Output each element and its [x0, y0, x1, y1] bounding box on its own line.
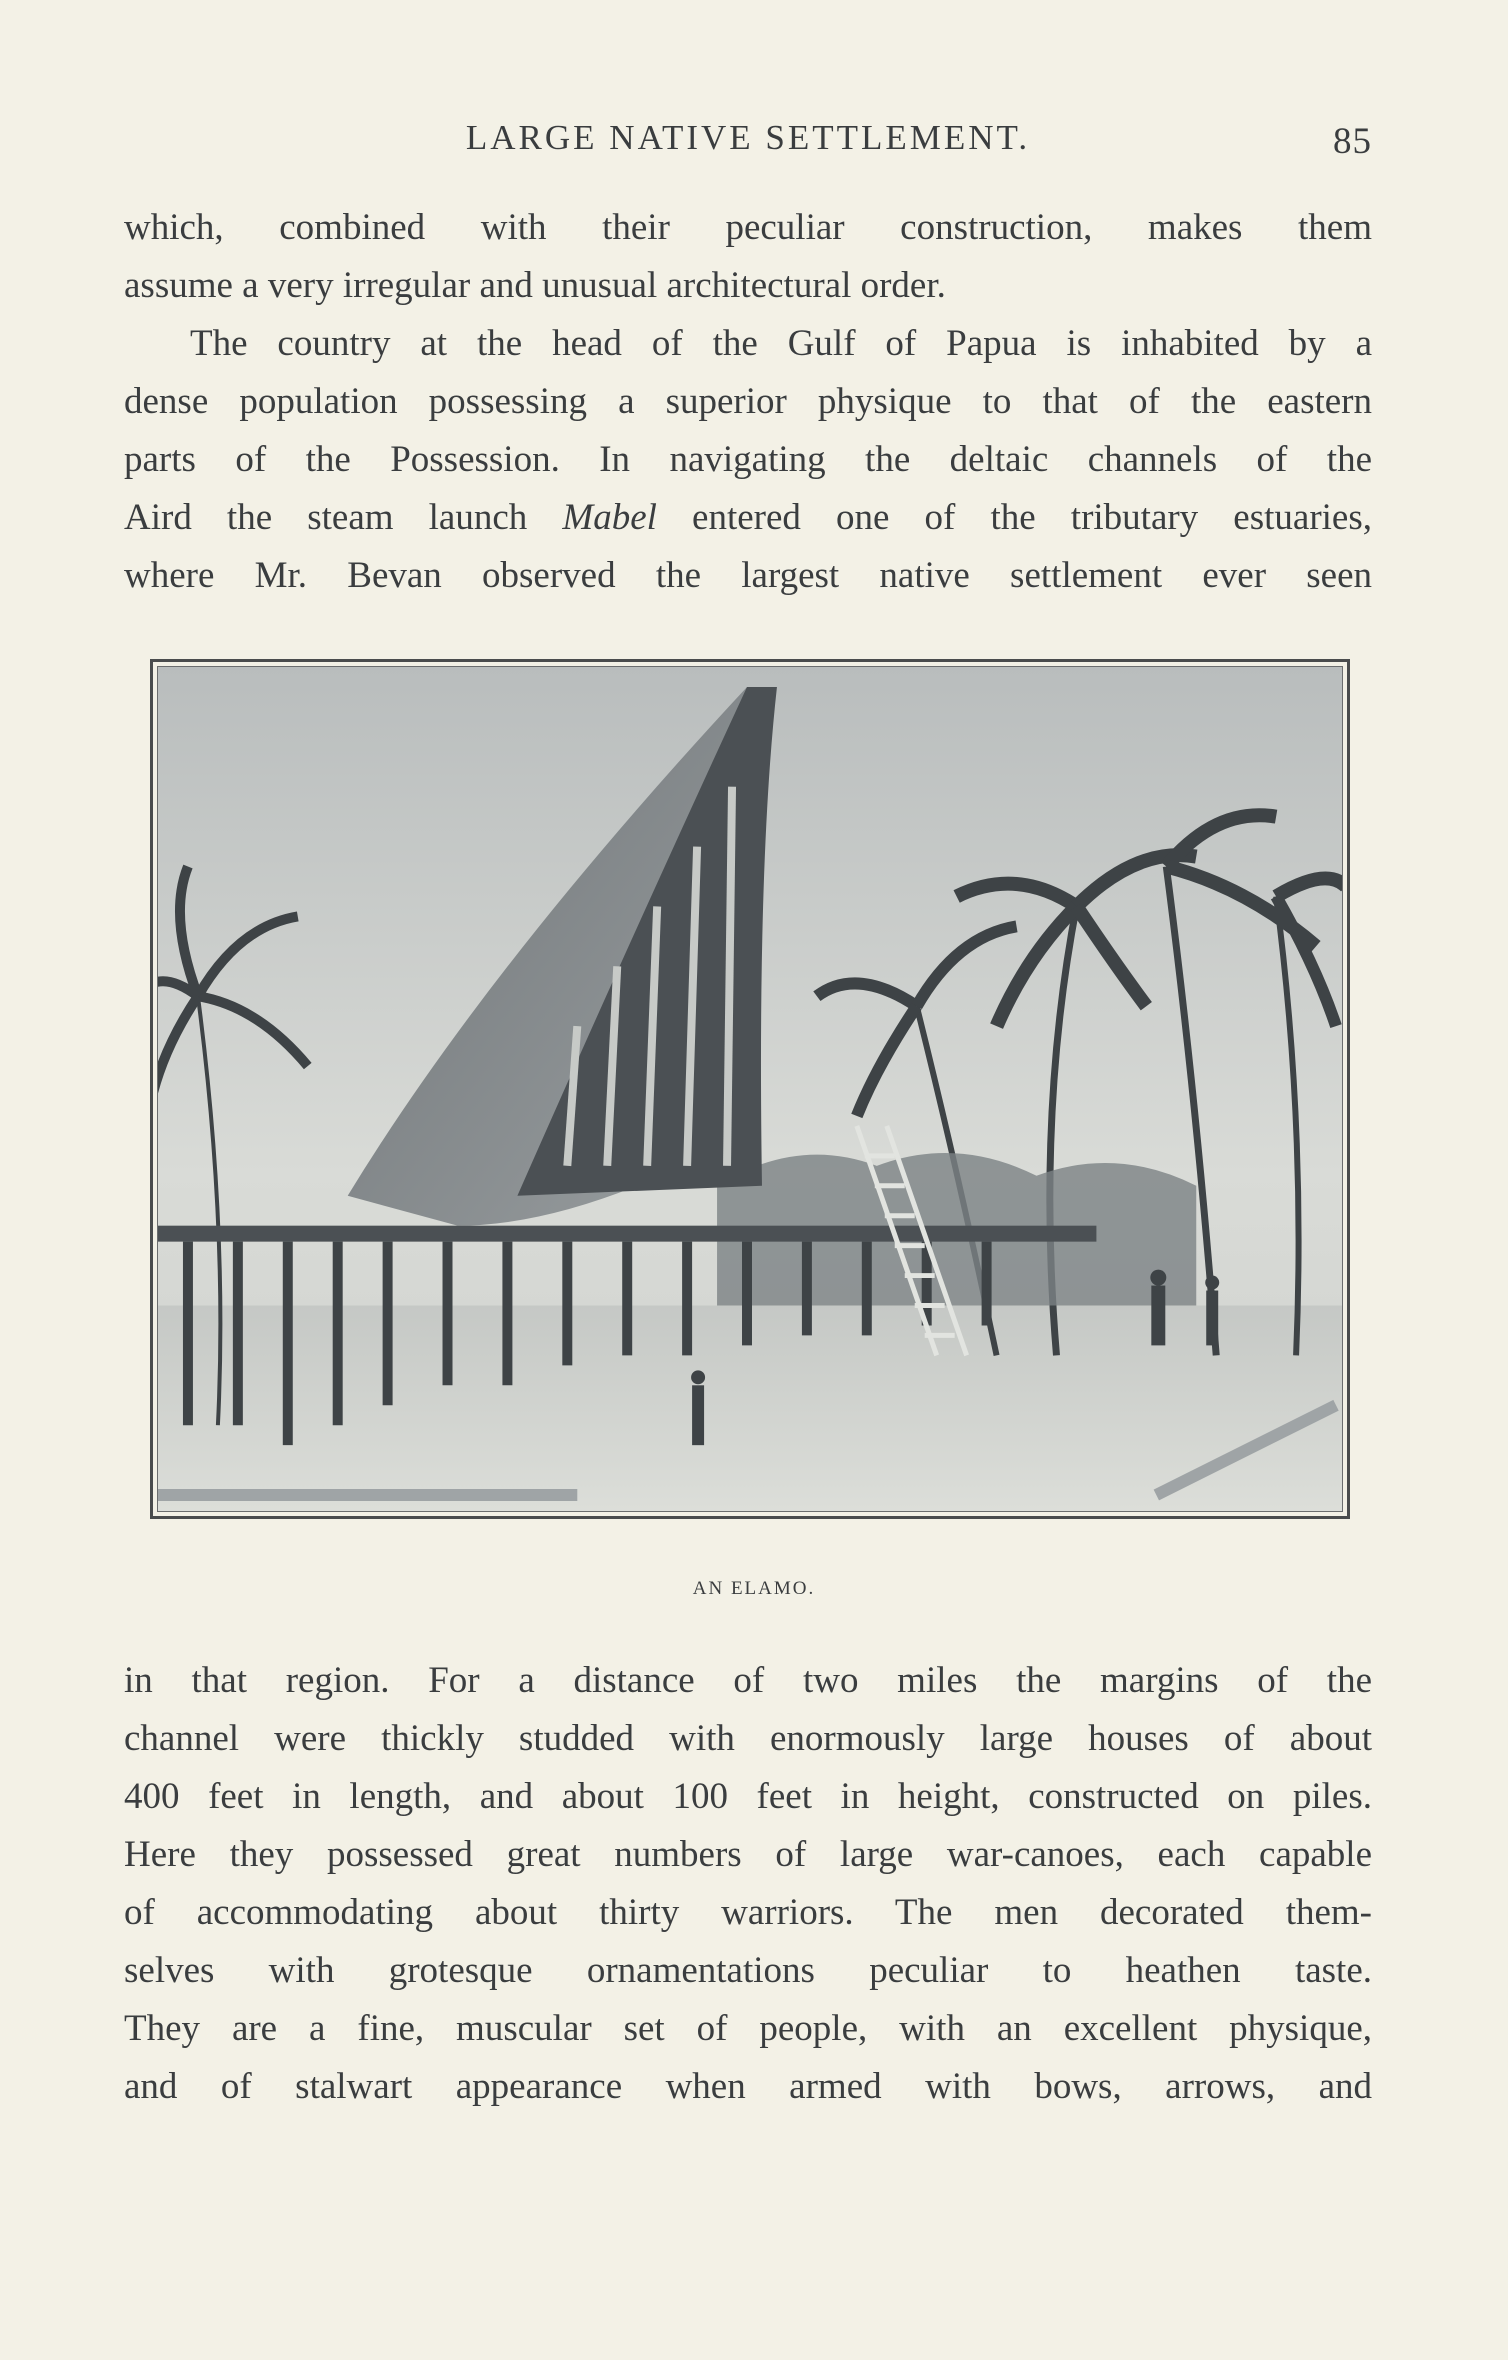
body-text-top [124, 199, 1372, 605]
text-line: parts of the Possession. In navigating the deltaic channels of the [124, 439, 1372, 480]
text-line: They are a fine, muscular set of people, with an excellent physique, [124, 2008, 1372, 2049]
text-line: channel were thickly studded with enormously large houses of about [124, 1718, 1372, 1759]
text-line: in that region. For a distance of two miles the margins of the [124, 1660, 1372, 1701]
body-text-bottom [124, 1652, 1372, 2116]
text-line: where Mr. Bevan observed the largest native settlement ever seen [124, 555, 1372, 596]
text-line: and of stalwart appearance when armed with bows, arrows, and [124, 2066, 1372, 2107]
text-segment: Aird the steam launch [124, 497, 563, 538]
running-title: LARGE NATIVE SETTLEMENT. [465, 118, 1031, 157]
text-line: dense population possessing a superior physique to that of the eastern [124, 381, 1372, 422]
vessel-name-italic: Mabel [562, 497, 657, 538]
running-head [124, 114, 1372, 164]
text-segment: entered one of the tributary estuaries, [656, 497, 1372, 538]
text-line: of accommodating about thirty warriors. The men decorated them- [124, 1892, 1372, 1933]
plate-image-area [157, 666, 1343, 1512]
text-line: assume a very irregular and unusual architectural order. [124, 265, 946, 306]
figure-caption: AN ELAMO. [692, 1578, 816, 1599]
text-line: which, combined with their peculiar construction, makes them [124, 207, 1372, 248]
text-line-with-italic [124, 489, 1372, 547]
elamo-illustration [158, 667, 1342, 1511]
page-number: 85 [1333, 121, 1372, 162]
platform-deck [158, 1226, 1096, 1242]
halftone-plate [150, 659, 1350, 1519]
text-line: 400 feet in length, and about 100 feet in height, constructed on piles. [124, 1776, 1372, 1817]
text-line: Here they possessed great numbers of large war-canoes, each capable [124, 1834, 1372, 1875]
text-line: The country at the head of the Gulf of Papua is inhabited by a [190, 323, 1372, 364]
text-line: selves with grotesque ornamentations peculiar to heathen taste. [124, 1950, 1372, 1991]
